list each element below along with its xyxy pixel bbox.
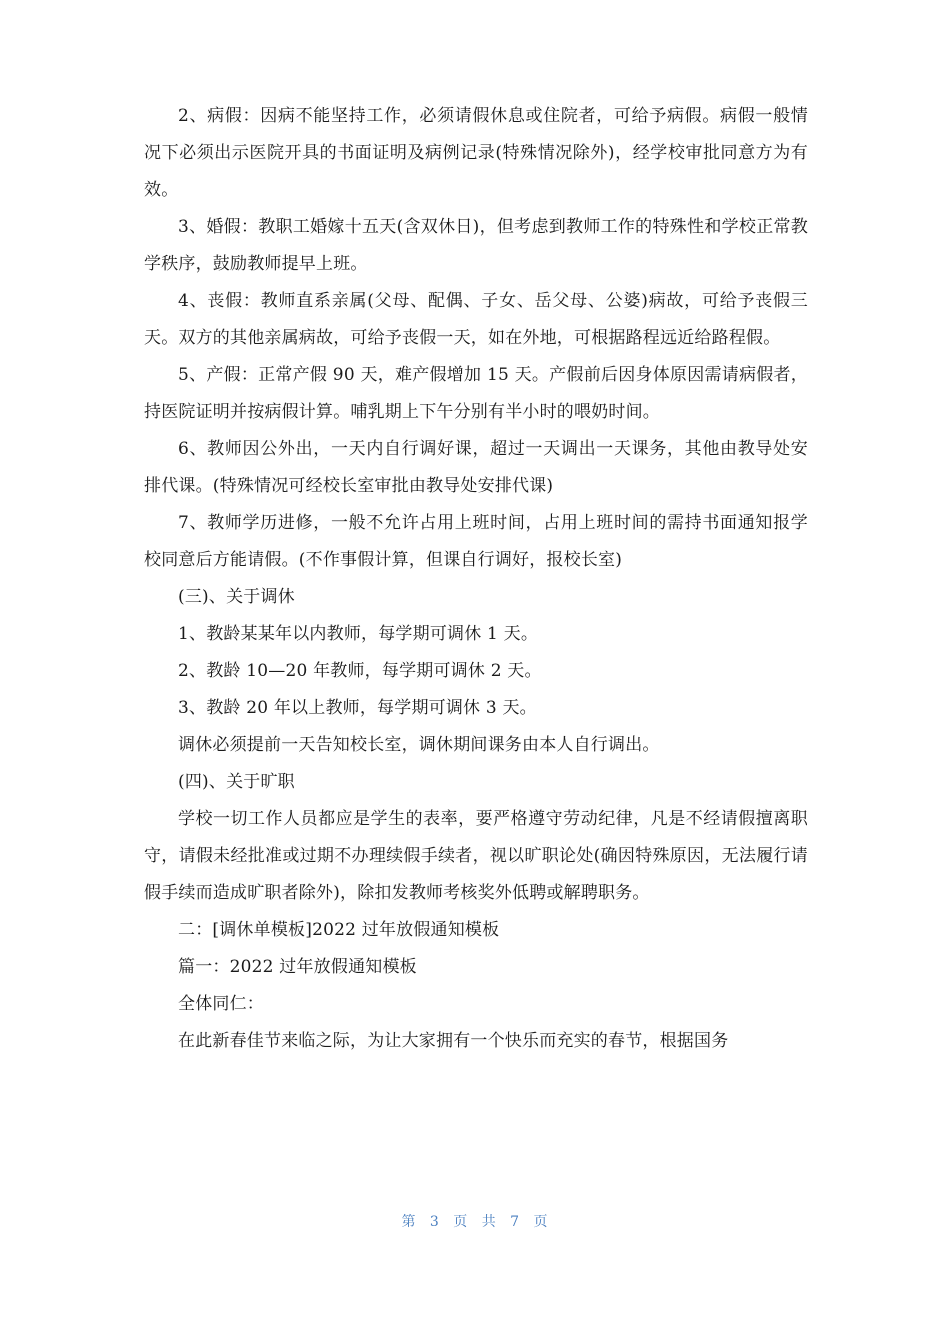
article-title: 篇一：2022 过年放假通知模板: [178, 957, 417, 977]
paragraph-bereavement-leave: 4、丧假：教师直系亲属(父母、配偶、子女、岳父母、公婆)病故，可给予丧假三天。双方的其他亲属病故，可给予丧假一天，如在外地，可根据路程远近给路程假。: [144, 291, 808, 348]
list-item: 1、教龄某某年以内教师，每学期可调休 1 天。: [178, 624, 539, 644]
document-body: [144, 98, 808, 1060]
section-heading-template: 二：[调休单模板]2022 过年放假通知模板: [178, 920, 500, 940]
page-number-footer: 第 3 页 共 7 页: [401, 1214, 549, 1230]
list-item: 2、教龄 10—20 年教师，每学期可调休 2 天。: [178, 661, 542, 681]
paragraph-further-study: 7、教师学历进修，一般不允许占用上班时间，占用上班时间的需持书面通知报学校同意后方能请假。(不作事假计算，但课自行调好，报校长室): [144, 513, 808, 570]
paragraph-notice-intro: 在此新春佳节来临之际，为让大家拥有一个快乐而充实的春节，根据国务: [178, 1031, 729, 1051]
salutation: 全体同仁：: [178, 994, 264, 1014]
paragraph-compensatory-notice: 调休必须提前一天告知校长室，调休期间课务由本人自行调出。: [178, 735, 660, 755]
paragraph-business-trip: 6、教师因公外出，一天内自行调好课，超过一天调出一天课务，其他由教导处安排代课。(特殊情况可经校长室审批由教导处安排代课): [144, 439, 808, 496]
section-heading-absenteeism: (四)、关于旷职: [178, 772, 295, 792]
paragraph-maternity-leave: 5、产假：正常产假 90 天，难产假增加 15 天。产假前后因身体原因需请病假者，持医院证明并按病假计算。哺乳期上下午分别有半小时的喂奶时间。: [144, 365, 808, 422]
list-item: 3、教龄 20 年以上教师，每学期可调休 3 天。: [178, 698, 537, 718]
paragraph-sick-leave: 2、病假：因病不能坚持工作，必须请假休息或住院者，可给予病假。病假一般情况下必须出示医院开具的书面证明及病例记录(特殊情况除外)，经学校审批同意方为有效。: [144, 106, 808, 200]
section-heading-compensatory-leave: (三)、关于调休: [178, 587, 295, 607]
paragraph-marriage-leave: 3、婚假：教职工婚嫁十五天(含双休日)，但考虑到教师工作的特殊性和学校正常教学秩序，鼓励教师提早上班。: [144, 217, 808, 274]
paragraph-absenteeism: 学校一切工作人员都应是学生的表率，要严格遵守劳动纪律，凡是不经请假擅离职守，请假未经批准或过期不办理续假手续者，视以旷职论处(确因特殊原因，无法履行请假手续而造成旷职者除外)，除扣发教师考核奖外低聘或解聘职务。: [144, 809, 808, 903]
